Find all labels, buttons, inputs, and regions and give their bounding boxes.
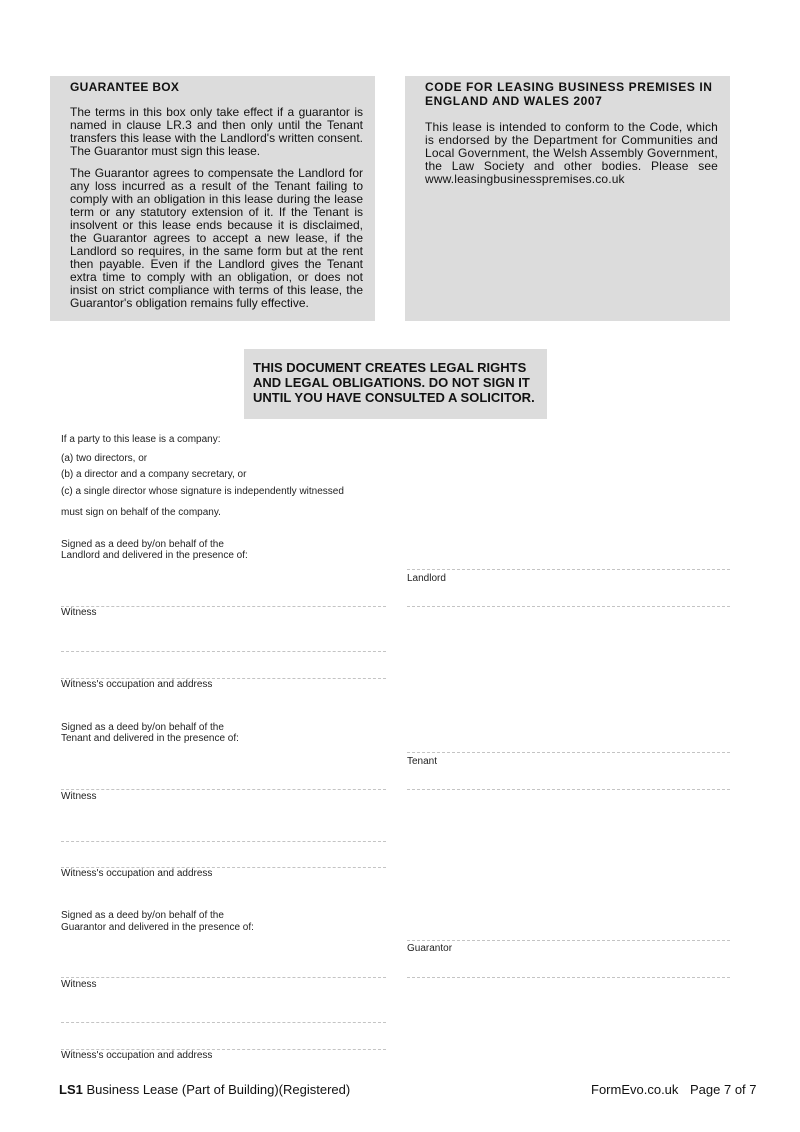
code-box bbox=[405, 76, 730, 321]
guarantor-label: Guarantor bbox=[407, 943, 453, 954]
guarantor-deed-line1: Signed as a deed by/on behalf of the bbox=[61, 910, 224, 921]
tenant-witness-label: Witness bbox=[61, 791, 97, 802]
footer-page-number: Page 7 of 7 bbox=[690, 1082, 757, 1097]
landlord-extra-line bbox=[407, 606, 730, 607]
guarantor-extra-line bbox=[407, 977, 730, 978]
tenant-signature-line[interactable] bbox=[407, 752, 730, 753]
landlord-witness-address-line[interactable] bbox=[61, 651, 386, 652]
footer-form-info bbox=[59, 1082, 350, 1097]
landlord-signature-line[interactable] bbox=[407, 569, 730, 570]
landlord-witness-occupation-label: Witness's occupation and address bbox=[61, 679, 213, 690]
tenant-deed-line1: Signed as a deed by/on behalf of the bbox=[61, 722, 224, 733]
landlord-deed-line2: Landlord and delivered in the presence of: bbox=[61, 550, 248, 561]
tenant-extra-line bbox=[407, 789, 730, 790]
guarantor-witness-label: Witness bbox=[61, 979, 97, 990]
legal-warning: THIS DOCUMENT CREATES LEGAL RIGHTS AND LEGAL OBLIGATIONS. DO NOT SIGN IT UNTIL YOU HAVE CONSULTED A SOLICITOR. bbox=[244, 349, 547, 419]
guarantee-box-title: GUARANTEE BOX bbox=[70, 80, 180, 94]
tenant-witness-address-line[interactable] bbox=[61, 841, 386, 842]
footer-form-code: LS1 bbox=[59, 1082, 83, 1097]
landlord-label: Landlord bbox=[407, 573, 446, 584]
guarantee-box-para1: The terms in this box only take effect if a guarantor is named in clause LR.3 and then only until the Tenant transfers this lease with the Landlord's written consent. The Guarantor must sign this lease. bbox=[70, 105, 363, 158]
company-note-outro: must sign on behalf of the company. bbox=[61, 507, 221, 518]
guarantor-deed-line2: Guarantor and delivered in the presence of: bbox=[61, 922, 254, 933]
footer-form-title: Business Lease (Part of Building)(Registered) bbox=[86, 1082, 351, 1097]
code-box-para: This lease is intended to conform to the Code, which is endorsed by the Department for Communities and Local Government, the Welsh Assembly Government, the Law Society and other bodies. Please see www.leasingbusinesspremises.co.uk bbox=[425, 120, 718, 186]
company-note-b: (b) a director and a company secretary, or bbox=[61, 469, 247, 480]
footer-site[interactable]: FormEvo.co.uk bbox=[591, 1082, 679, 1097]
tenant-deed-line2: Tenant and delivered in the presence of: bbox=[61, 733, 239, 744]
landlord-witness-signature-line[interactable] bbox=[61, 606, 386, 607]
guarantor-witness-address-line[interactable] bbox=[61, 1022, 386, 1023]
tenant-witness-occupation-label: Witness's occupation and address bbox=[61, 868, 213, 879]
guarantee-box-para2: The Guarantor agrees to compensate the Landlord for any loss incurred as a result of the Tenant failing to comply with an obligation in this lease during the lease term or any statutory extension of it. If the Tenant is insolvent or this lease ends because it is disclaimed, the Guarantor agrees to accept a new lease, if the Landlord so requires, in the same form but at the rent then payable. Even if the Landlord gives the Tenant extra time to comply with an obligation, or does not insist on strict compliance with terms of this lease, the Guarantor's obligation remains fully effective. bbox=[70, 166, 363, 310]
code-box-title: CODE FOR LEASING BUSINESS PREMISES IN ENGLAND AND WALES 2007 bbox=[425, 80, 713, 108]
guarantor-witness-occupation-label: Witness's occupation and address bbox=[61, 1050, 213, 1061]
tenant-label: Tenant bbox=[407, 756, 438, 767]
landlord-witness-label: Witness bbox=[61, 607, 97, 618]
guarantor-signature-line[interactable] bbox=[407, 940, 730, 941]
company-note-a: (a) two directors, or bbox=[61, 453, 148, 464]
landlord-deed-line1: Signed as a deed by/on behalf of the bbox=[61, 539, 224, 550]
tenant-witness-signature-line[interactable] bbox=[61, 789, 386, 790]
company-note-intro: If a party to this lease is a company: bbox=[61, 434, 221, 445]
company-note-c: (c) a single director whose signature is independently witnessed bbox=[61, 486, 344, 497]
guarantee-box bbox=[50, 76, 375, 321]
guarantor-witness-signature-line[interactable] bbox=[61, 977, 386, 978]
